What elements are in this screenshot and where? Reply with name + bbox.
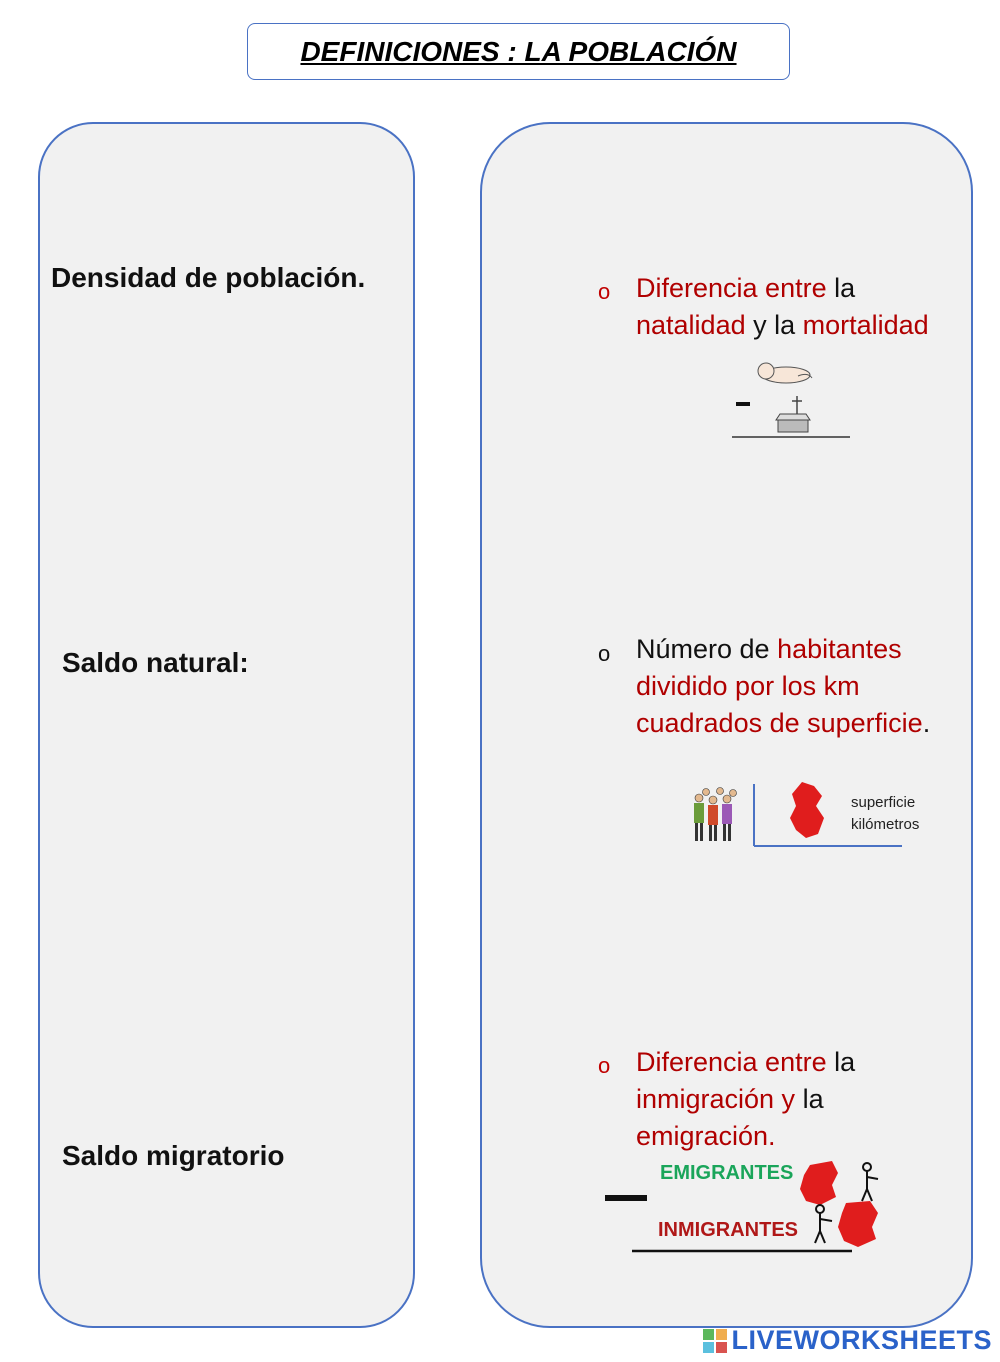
minus-sign <box>736 402 750 406</box>
definition-3[interactable]: Diferencia entre la inmigración y la emigración. <box>636 1047 856 1151</box>
liveworksheets-logo-icon <box>703 1329 727 1353</box>
minus-sign <box>605 1195 647 1201</box>
title-box <box>247 23 790 80</box>
bullet-3: o <box>598 1053 611 1078</box>
natality-minus-mortality-figure <box>728 358 853 440</box>
page-title: DEFINICIONES : LA POBLACIÓN <box>300 35 737 67</box>
label-emigrantes: EMIGRANTES <box>660 1162 794 1184</box>
definition-1[interactable]: Diferencia entre la natalidad y la mortalidad <box>636 273 929 340</box>
figure-label-superficie: superficie kilómetros <box>851 794 920 833</box>
region-map-icon <box>790 782 824 838</box>
term-saldo-migratorio[interactable]: Saldo migratorio <box>62 1140 285 1171</box>
bullet-2: o <box>598 641 611 666</box>
bullet-1: o <box>598 279 611 304</box>
label-inmigrantes: INMIGRANTES <box>658 1219 798 1241</box>
term-densidad[interactable]: Densidad de población. <box>51 262 366 293</box>
grave-icon <box>776 396 810 432</box>
watermark <box>703 1325 992 1356</box>
term-saldo-natural[interactable]: Saldo natural: <box>62 647 249 678</box>
definition-2[interactable]: Número de habitantes dividido por los km cuadrados de superficie. <box>636 634 931 738</box>
people-group-icon <box>694 788 737 842</box>
watermark-text: LIVEWORKSHEETS <box>731 1325 992 1355</box>
baby-icon <box>758 363 812 383</box>
